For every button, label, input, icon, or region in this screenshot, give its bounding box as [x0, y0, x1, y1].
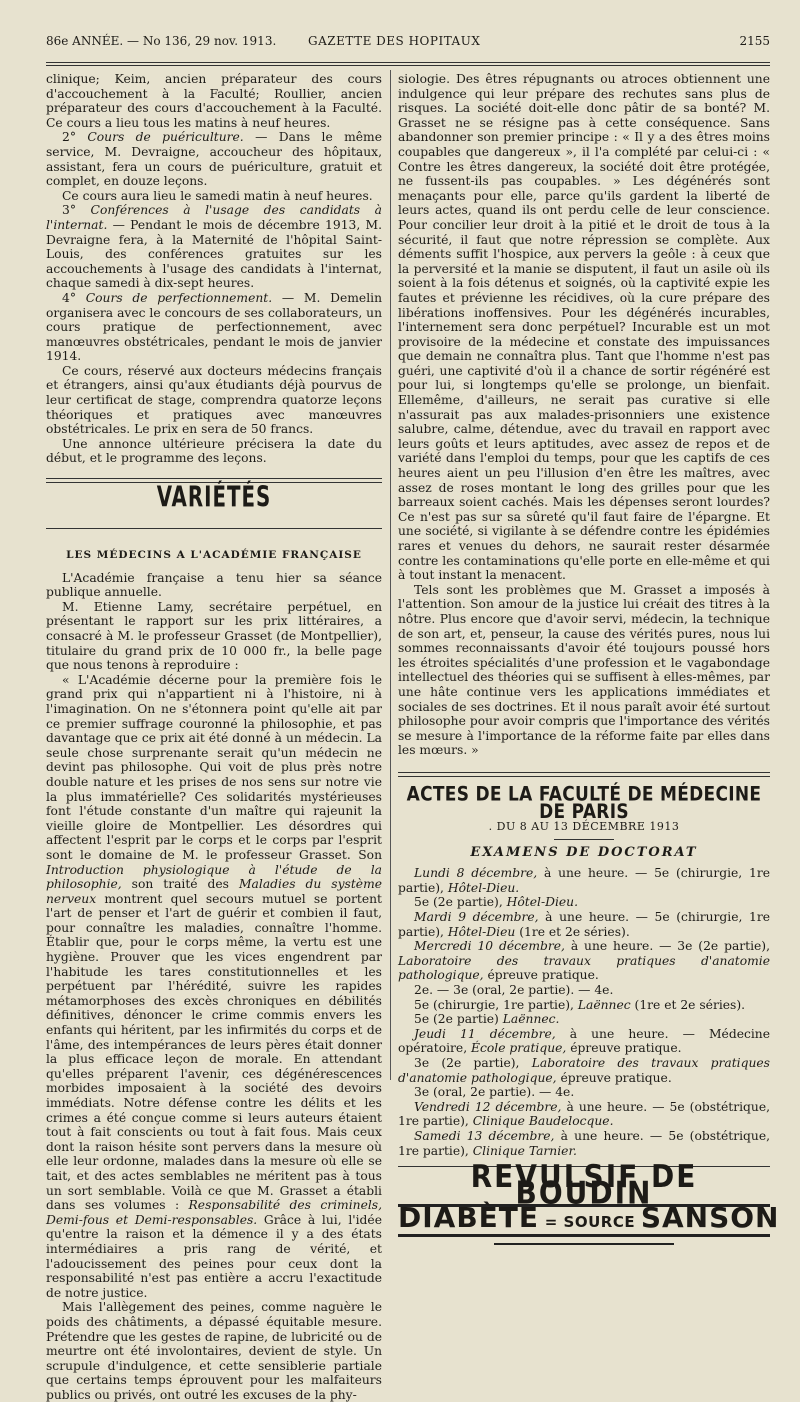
actes-date: . DU 8 AU 13 DÉCEMBRE 1913	[488, 820, 680, 834]
header-page-number: 2155	[739, 34, 770, 48]
exam-entry: 5e (2e partie) Laënnec.	[414, 1012, 560, 1027]
exam-entry: 5e (chirurgie, 1re partie), Laënnec (1re et 2e séries).	[414, 997, 746, 1012]
header-issue: 86e ANNÉE. — No 136, 29 nov. 1913.	[46, 34, 277, 48]
page-header	[46, 34, 770, 56]
article-heading: LES MÉDECINS A L'ACADÉMIE FRANÇAISE	[66, 549, 362, 562]
paragraph: M. Etienne Lamy, secrétaire perpétuel, en présentant le rapport sur les prix littéraires, a consacré à M. le professeur Grasset (de Montpellier), titulaire du grand prix de 10 000 fr., la belle page que nous tenons à reproduire :	[46, 599, 382, 673]
exam-entry: 5e (2e partie), Hôtel-Dieu.	[414, 895, 579, 910]
ad-subline: DIABÈTE = SOURCE SANSON	[398, 1201, 780, 1235]
exam-entry: Mercredi 10 décembre, à une heure. — 3e (2e partie), Laboratoire des travaux pratiques d'anatomie pathologique, épreuve pratique.	[398, 939, 771, 983]
advertisement	[398, 1158, 780, 1245]
paragraph: Une annonce ultérieure précisera la date du début, et le programme des leçons.	[46, 436, 382, 466]
column-separator	[390, 70, 391, 1080]
varietes-section-header	[46, 478, 382, 542]
exam-entry: Jeudi 11 décembre, à une heure. — Médecine opératoire, École pratique, épreuve pratique.	[398, 1026, 770, 1056]
paragraph: Ce cours, réservé aux docteurs médecins français et étrangers, ainsi qu'aux étudiants déjà pourvus de leur certificat de stage, comprendra quatorze leçons théoriques et pratiques avec manœuvres obstétricales. Le prix en sera de 50 francs.	[46, 363, 382, 437]
header-rule	[46, 62, 770, 66]
paragraph: 2° Cours de puériculture. — Dans le même service, M. Devraigne, accoucheur des hôpitaux, assistant, fera un cours de puériculture, gratuit et complet, en douze leçons.	[46, 130, 382, 189]
actes-title: ACTES DE LA FACULTÉ DE MÉDECINE DE PARIS	[406, 783, 762, 824]
exam-entry: Samedi 13 décembre, à une heure. — 5e (obstétrique, 1re partie), Clinique Tarnier.	[398, 1128, 770, 1158]
right-column	[398, 72, 780, 1245]
exam-entry: 3e (2e partie), Laboratoire des travaux pratiques d'anatomie pathologique, épreuve pratique.	[398, 1056, 770, 1085]
paragraph: Ce cours aura lieu le samedi matin à neuf heures.	[62, 188, 373, 203]
ad-ornament	[494, 1243, 674, 1245]
header-journal-title: GAZETTE DES HOPITAUX	[308, 34, 481, 48]
exam-entry: 2e. — 3e (oral, 2e partie). — 4e.	[414, 983, 614, 998]
paragraph: L'Académie française a tenu hier sa séance publique annuelle.	[46, 570, 382, 600]
ad-headline: REVULSIF DE BOUDIN	[470, 1158, 698, 1212]
paragraph: 4° Cours de perfectionnement. — M. Demelin organisera avec le concours de ses collaborateurs, un cours pratique de perfectionnement, avec manœuvres obstétricales, pendant le mois de janvier 1914.	[46, 290, 382, 364]
exam-entry: Mardi 9 décembre, à une heure. — 5e (chirurgie, 1re partie), Hôtel-Dieu (1re et 2e séries).	[398, 910, 771, 939]
left-column	[46, 72, 382, 1402]
paragraph: Mais l'allègement des peines, comme naguère le poids des châtiments, a dépassé équitable mesure. Prétendre que les gestes de rapine, de lubricité ou de meurtre ont été involontaires, devient de style. Un scrupule d'indulgence, et cette sensiblerie partiale que certains temps éprouvent pour les malfaiteurs publics ou privés, ont outré les excuses de la phy-	[46, 1300, 382, 1402]
exam-entry: Vendredi 12 décembre, à une heure. — 5e (obstétrique, 1re partie), Clinique Baudelocque.	[398, 1099, 771, 1129]
actes-section-header	[398, 772, 770, 840]
paragraph: 3° Conférences à l'usage des candidats à l'internat. — Pendant le mois de décembre 1913, M. Devraigne fera, à la Maternité de l'hôpital Saint-Louis, des conférences gratuites sur les accouchements à l'usage des candidats à l'internat, chaque samedi à dix-sept heures.	[46, 203, 382, 291]
paragraph: siologie. Des êtres répugnants ou atroces obtiennent une indulgence qui leur prépare des rechutes sans plus de risques. La société doit-elle donc pâtir de sa bonté? M. Grasset ne se résigne pas à cette conséquence. Sans abandonner son premier principe : « Il y a des êtres moins coupables que dangereux », il l'a complété par celui-ci : « Contre les êtres dangereux, la société doit être protégée, ne fussent-ils pas coupables. » Les dégénérés sont menaçants pour elle, parce qu'ils gardent la liberté de leurs actes, quand ils ont perdu celle de leur conscience. Pour concilier leur droit à la pitié et le droit de tous à la sécurité, il faut que notre répression se complète. Aux déments suffit l'hospice, aux pervers la geôle : à ceux que la perversité et la manie se disputent, il faut un asile où ils soient à la fois détenus et soignés, où la captivité expie les fautes et prévienne les récidives, où la cure prépare des libérations inoffensives. Pour les dégénérés incurables, l'internement sera donc perpétuel? Incurable est un mot provisoire de la médecine et constate des impuissances que demain ne connaîtra plus. Tant que l'homme n'est pas guéri, une captivité d'où il a chance de sortir régénéré est pour lui, si longtemps qu'elle se prolonge, un bienfait. Ellemême, d'ailleurs, ne serait pas curative si elle n'assurait pas aux malades-prisonniers une existence salubre, calme, détendue, avec du travail en rapport avec leurs goûts et leurs aptitudes, avec assez de repos et de variété dans l'emploi du temps, pour que les captifs de ces heures aient un peu l'illusion d'en être les maîtres, avec assez de roses montant le long des grilles pour que les barreaux soient cachés. Mais les dépenses seront lourdes? Ce n'est pas sur sa sûreté qu'il faut faire de l'épargne. Et une société, si vigilante à se défendre contre les épidémies rares et venues du dehors, ne saurait rester désarmée contre les contaminations qu'elle porte en elle-même et qui à tout instant la menacent.	[398, 72, 770, 583]
exam-heading: EXAMENS DE DOCTORAT	[470, 844, 698, 860]
paragraph: Tels sont les problèmes que M. Grasset a imposés à l'attention. Son amour de la justice lui créait des titres à la nôtre. Plus encore que d'avoir servi, médecin, la technique de son art, et, penseur, la cause des vérités pures, nous lui sommes reconnaissants d'avoir été toujours poussé hors les étroites spécialités d'une profession et le vagabondage intellectuel des théories qui se suffisent à elles-mêmes, par une hâte continue vers les applications immédiates et sociales de ses doctrines. Et il nous paraît avoir été surtout philosophe pour avoir compris que l'importance des vérités se mesure à l'importance de la réforme faite par elles dans les mœurs. »	[398, 582, 770, 758]
paragraph: clinique; Keim, ancien préparateur des cours d'accouchement à la Faculté; Roullier, ancien préparateur des cours d'accouchement à la Faculté. Ce cours a lieu tous les matins à neuf heures.	[46, 72, 382, 130]
quotation: « L'Académie décerne pour la première fois le grand prix qui n'appartient ni à l'histoire, ni à l'imagination. On ne s'étonnera point qu'elle ait par ce premier suffrage couronné la philosophie, et pas davantage que ce prix ait été donné à un médecin. La seule chose surprenante serait qu'un médecin ne devint pas philosophe. Qui voit de plus près notre double nature et les prises de nos sens sur notre vie la plus immatérielle? Ces solidarités mystérieuses font l'étude constante d'un maître qui rajeunit la vieille gloire de Montpellier. Les désordres qui affectent l'esprit par le corps et le corps par l'esprit sont le domaine de M. le professeur Grasset. Son Introduction physiologique à l'étude de la philosophie, son traité des Maladies du système nerveux montrent quel secours mutuel se portent l'art de penser et l'art de guérir et combien il faut, pour connaître les maladies, connaître l'homme. Établir que, pour le corps même, la vertu est une hygiène. Prouver que les vices engendrent par l'habitude les tares constitutionnelles et les perpétuent par l'hérédité, suivre les rapides métamorphoses des excès chroniques en débilités définitives, dénoncer le crime commis envers les enfants qui héritent, par les infirmités du corps et de l'âme, des intempérances de leurs pères était donner la plus efficace leçon de morale. En attendant qu'elles préparent l'avenir, ces dégénérescences morbides imposaient à la société des devoirs immédiats. Notre défense contre les délits et les crimes a été conçue comme si leurs auteurs étaient tout à fait conscients ou tout à fait fous. Mais ceux dont la raison hésite sont pervers dans la mesure où elle leur ordonne, malades dans la mesure où elle se tait, et des actes semblables ne méritent pas à tous un sort semblable. Voilà ce que M. Grasset a établi dans ses volumes : Responsabilité des criminels, Demi-fous et Demi-responsables. Grâce à lui, l'idée qu'entre la raison et la démence il y a des états intermédiaires a pris rang de vérité, et l'adoucissement des peines pour ceux dont la responsabilité n'est pas entière a accru l'exactitude de notre justice.	[46, 672, 383, 1300]
varietes-title: VARIÉTÉS	[156, 482, 272, 515]
exam-entry: 3e (oral, 2e partie). — 4e.	[414, 1085, 575, 1100]
exam-entry: Lundi 8 décembre, à une heure. — 5e (chirurgie, 1re partie), Hôtel-Dieu.	[398, 866, 770, 895]
